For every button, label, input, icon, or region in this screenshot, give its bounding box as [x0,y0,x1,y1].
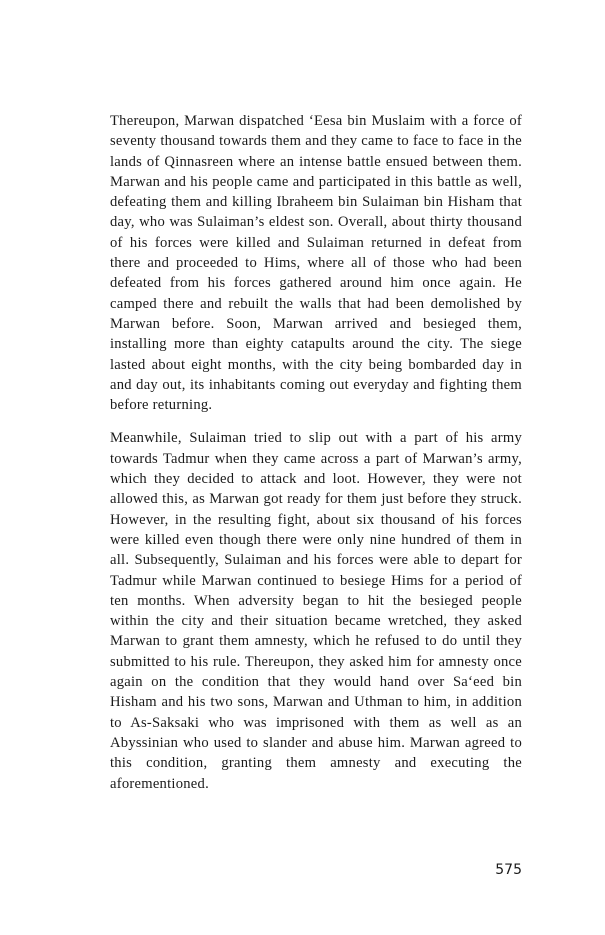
body-text [110,111,522,794]
paragraph-1: Thereupon, Marwan dispatched ‘Eesa bin Muslaim with a force of seventy thousand towards them and they came to face to face in the lands of Qinnasreen where an intense battle ensued between them. Marwan and his people came and participated in this battle as well, defeating them and killing Ibraheem bin Sulaiman bin Hisham that day, who was Sulaiman’s eldest son. Overall, about thirty thousand of his forces were killed and Sulaiman returned in defeat from there and proceeded to Hims, where all of those who had been defeated from his forces gathered around him once again. He camped there and rebuilt the walls that had been demolished by Marwan before. Soon, Marwan arrived and besieged them, installing more than eighty catapults around the city. The siege lasted about eight months, with the city being bombarded day in and day out, its inhabitants coming out everyday and fighting them before returning. [110,113,522,414]
page-number: 575 [495,862,522,878]
paragraph-2: Meanwhile, Sulaiman tried to slip out with a part of his army towards Tadmur when they came across a part of Marwan’s army, which they decided to attack and loot. However, they were not allowed this, as Marwan got ready for them just before they struck. However, in the resulting fight, about six thousand of his forces were killed even though there were only nine hundred of them in all. Subsequently, Sulaiman and his forces were able to depart for Tadmur while Marwan continued to besiege Hims for a period of ten months. When adversity began to hit the besieged people within the city and their situation became wretched, they asked Marwan to grant them amnesty, which he refused to do until they submitted to his rule. Thereupon, they asked him for amnesty once again on the condition that they would hand over Sa‘eed bin Hisham and his two sons, Marwan and Uthman to him, in addition to As-Saksaki who was imprisoned with them as well as an Abyssinian who used to slander and abuse him. Marwan agreed to this condition, granting them amnesty and executing the aforementioned. [110,430,522,792]
